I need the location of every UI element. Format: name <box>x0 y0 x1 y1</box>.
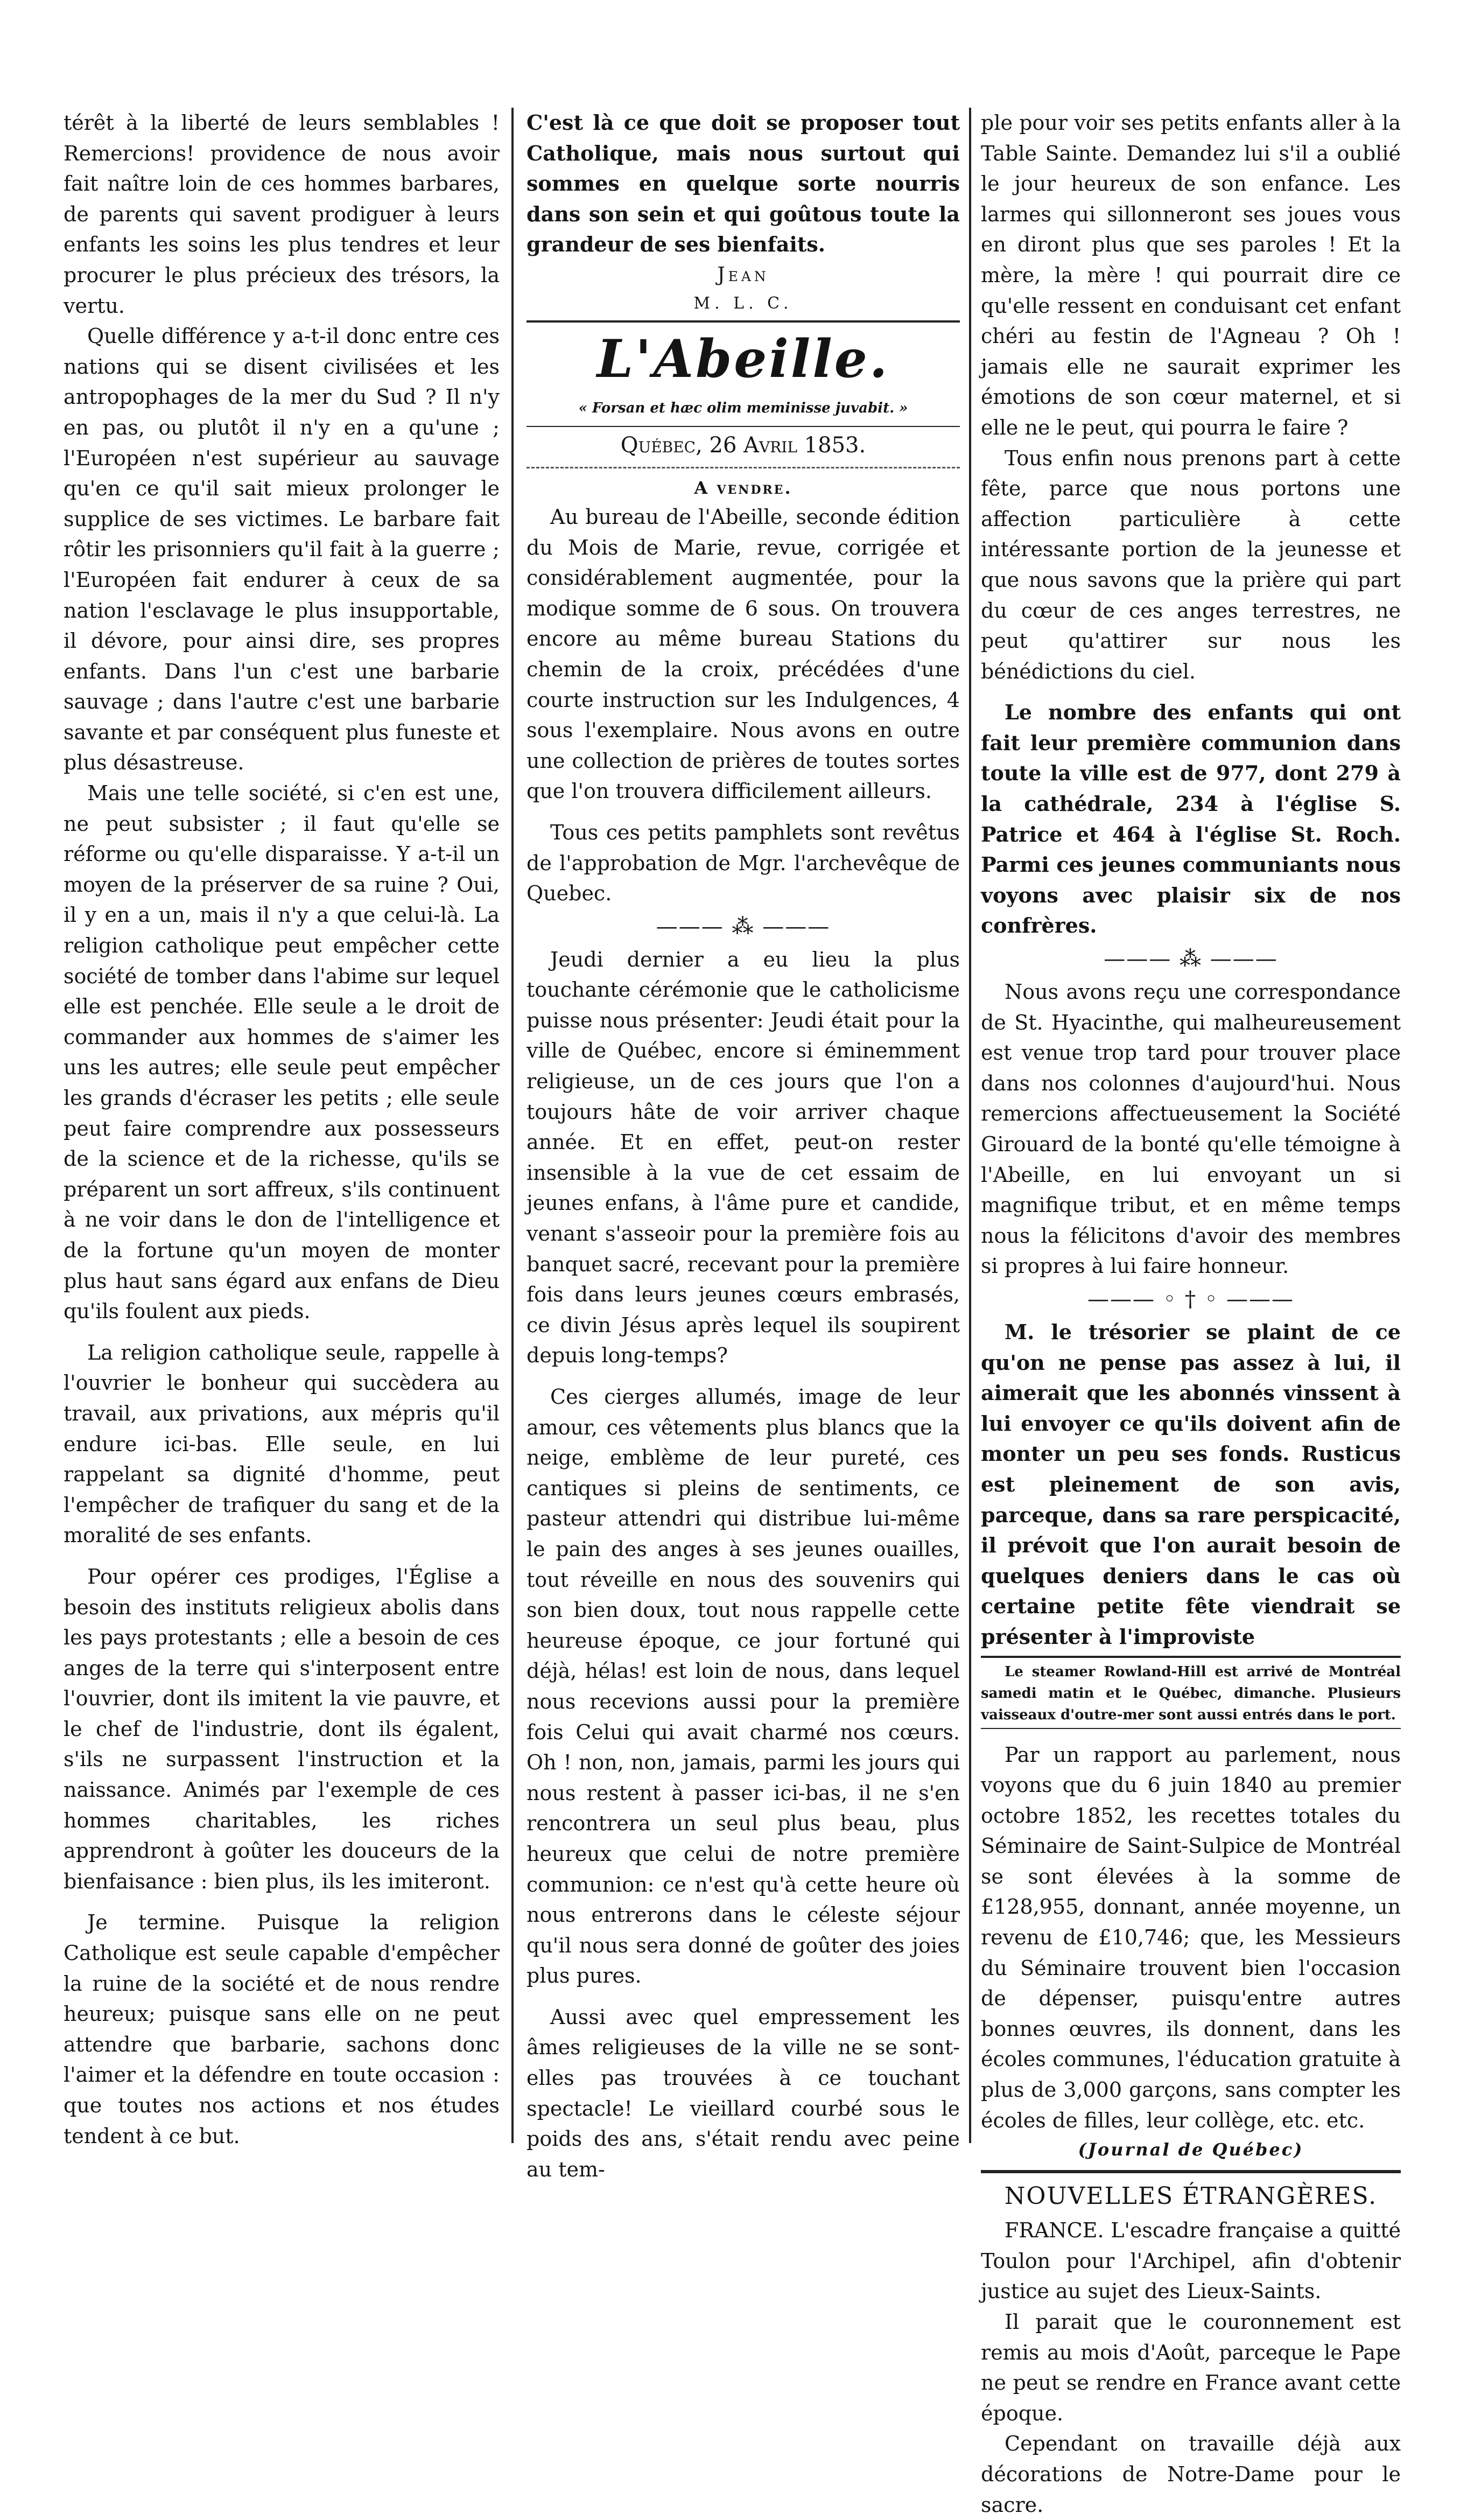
paragraph: térêt à la liberté de leurs semblables ! Remercions! providence de nous avoir fait naître loin de ces hommes barbares, de parents qui savent prodiguer à leurs enfants les soins les plus tendres et leur procurer le plus précieux des trésors, la vertu. <box>64 111 500 318</box>
column-2 <box>527 108 960 2185</box>
paragraph: ple pour voir ses petits enfants aller à la Table Sainte. Demandez lui s'il a oublié le jour heureux de son enfance. Les larmes qui sillonneront ses joues vous en diront plus que ses paroles ! Et la mère, la mère ! qui pourrait dire ce qu'elle ressent en conduisant cet enfant chéri au festin de l'Agneau ? Oh ! jamais elle ne saurait exprimer les émotions de son cœur maternel, et si elle ne le peut, qui pourra le faire ? <box>981 111 1401 439</box>
dateline: Québec, 26 Avril 1853. <box>620 432 866 458</box>
news-brief: Le steamer Rowland-Hill est arrivé de Montréal samedi matin et le Québec, dimanche. Plusieurs vaisseaux d'outre-mer sont aussi entrés dans le port. <box>981 1663 1401 1723</box>
paragraph: Nous avons reçu une correspondance de St. Hyacinthe, qui malheureusement est venue trop tard pour trouver place dans nos colonnes d'aujourd'hui. Nous remercions affectueusement la Société Girouard de la bonté qu'elle témoigne à l'Abeille, en lui envoyant un si magnifique tribut, et en même temps nous la félicitons d'avoir des membres si propres à lui faire honneur. <box>981 980 1401 1278</box>
column-divider <box>511 108 514 2143</box>
source-citation: (Journal de Québec) <box>1078 2139 1304 2160</box>
paragraph: Par un rapport au parlement, nous voyons que du 6 juin 1840 au premier octobre 1852, les recettes totales du Séminaire de Saint-Sulpice de Montréal se sont élevées à la somme de £128,955, donnant, année moyenne, un revenu de £10,746; que, les Messieurs du Séminaire trouvent bien l'occasion de dépenser, puisqu'entre autres bonnes œuvres, ils donnent, dans les écoles communes, l'éducation gratuite à plus de 3,000 garçons, sans compter les écoles de filles, leur collège, etc. etc. <box>981 1742 1401 2132</box>
paragraph: Le nombre des enfants qui ont fait leur première communion dans toute la ville est de 977, dont 279 à la cathédrale, 234 à l'église S. Patrice et 464 à l'église St. Roch. Parmi ces jeunes communiants nous voyons avec plaisir six de nos confrères. <box>981 700 1401 938</box>
paragraph: Pour opérer ces prodiges, l'Église a besoin des instituts religieux abolis dans les pays protestants ; elle a besoin de ces anges de la terre qui s'interposent entre l'ouvrier, dont ils imitent la vie pauvre, et le chef de l'industrie, dont ils égalent, s'ils ne surpassent l'instruction et la naissance. Animés par l'exemple de ces hommes charitables, les riches apprendront à goûter les douceurs de la bienfaisance : bien plus, ils les imiteront. <box>64 1564 500 1893</box>
column-1 <box>64 108 500 2151</box>
paragraph: FRANCE. L'escadre française a quitté Toulon pour l'Archipel, afin d'obtenir justice au sujet des Lieux-Saints. <box>981 2218 1401 2304</box>
divider <box>981 2170 1401 2173</box>
signature-initials: M. L. C. <box>693 293 793 313</box>
paragraph: M. le trésorier se plaint de ce qu'on ne pense pas assez à lui, il aimerait que les abonnés vinssent à lui envoyer ce qu'ils doivent afin de monter un peu ses fonds. Rusticus est pleinement de son avis, parceque, dans sa rare perspicacité, il prévoit que l'on aurait besoin de quelques deniers dans le cas où certaine petite fête viendrait se présenter à l'improviste <box>981 1319 1401 1649</box>
paragraph: C'est là ce que doit se proposer tout Catholique, mais nous surtout qui sommes en quelque sorte nourris dans son sein et qui goûtous toute la grandeur de ses bienfaits. <box>527 110 960 257</box>
paragraph: Mais une telle société, si c'en est une, ne peut subsister ; il faut qu'elle se réforme ou qu'elle disparaisse. Y a-t-il un moyen de la préserver de sa ruine ? Oui, il y en a un, mais il n'y a que celui-là. La religion catholique peut empêcher cette société de tomber dans l'abime sur lequel elle est penchée. Elle seule a le droit de commander aux hommes de s'aimer les uns les autres; elle seule peut empêcher les grands d'écraser les petits ; elle seule peut faire comprendre aux possesseurs de la science et de la richesse, qu'ils se préparent un sort affreux, s'ils continuent à ne voir dans le don de l'intelligence et de la fortune qu'un moyen de monter plus haut sans égard aux enfans de Dieu qu'ils foulent aux pieds. <box>64 781 500 1324</box>
ornament-divider: ——— ◦ † ◦ ——— <box>1087 1286 1295 1312</box>
paragraph: Tous ces petits pamphlets sont revêtus de l'approbation de Mgr. l'archevêque de Quebec. <box>527 820 960 906</box>
masthead-motto: « Forsan et hæc olim meminisse juvabit. » <box>578 400 908 416</box>
paragraph: Tous enfin nous prenons part à cette fête, parce que nous portons une affection particulière à cette intéressante portion de la jeunesse et que nous savons que la prière qui part du cœur de ces anges terrestres, ne peut qu'attirer sur nous les bénédictions du ciel. <box>981 446 1401 683</box>
paragraph: Il parait que le couronnement est remis au mois d'Août, parceque le Pape ne peut se rendre en France avant cette époque. <box>981 2310 1401 2425</box>
paragraph: Ces cierges allumés, image de leur amour, ces vêtements plus blancs que la neige, emblème de leur pureté, ces cantiques si pleins de sentiments, ce pasteur attendri qui distribue lui-même le pain des anges à ses jeunes ouailles, tout réveille en nous des souvenirs qui son bien doux, tout nous rappelle cette heureuse époque, ce jour fortuné qui déjà, hélas! est loin de nous, dans lequel nous recevions aussi pour la première fois Celui qui avait charmé nos cœurs. Oh ! non, non, jamais, parmi les jours qui nous restent à passer ici-bas, il ne s'en rencontrera un seul plus beau, plus heureux que celui de notre première communion: ce n'est qu'à cette heure où nous entrerons dans le céleste séjour qu'il nous sera donné de goûter des joies plus pures. <box>527 1385 960 1988</box>
divider <box>981 1656 1401 1658</box>
column-3 <box>981 108 1401 2520</box>
divider <box>527 426 960 427</box>
paragraph: Aussi avec quel empressement les âmes religieuses de la ville ne se sont-elles pas trouvées à ce touchant spectacle! Le vieillard courbé sous le poids des ans, s'était rendu avec peine au tem- <box>527 2005 960 2181</box>
dotted-divider <box>527 467 960 468</box>
ornament-divider: ——— ⁂ ——— <box>656 914 831 939</box>
masthead-title: L'Abeille. <box>596 328 890 389</box>
paragraph: Au bureau de l'Abeille, seconde édition du Mois de Marie, revue, corrigée et considérablement augmentée, pour la modique somme de 6 sous. On trouvera encore au même bureau Stations du chemin de la croix, précédées d'une courte instruction sur les Indulgences, 4 sous l'exemplaire. Nous avons en outre une collection de prières de toutes sortes que l'on trouvera difficilement ailleurs. <box>527 505 960 803</box>
notice-heading: A vendre. <box>694 477 792 498</box>
signature-name: Jean <box>717 263 769 286</box>
column-divider <box>969 108 971 2143</box>
ornament-divider: ——— ⁂ ——— <box>1104 947 1278 972</box>
divider <box>527 320 960 323</box>
divider <box>981 1728 1401 1729</box>
paragraph: Je termine. Puisque la religion Catholique est seule capable d'empêcher la ruine de la société et de nous rendre heureux; puisque sans elle on ne peut attendre que barbarie, sachons donc l'aimer et la défendre en toute occasion : que toutes nos actions et nos études tendent à ce but. <box>64 1910 500 2148</box>
paragraph: Cependant on travaille déjà aux décorations de Notre-Dame pour le sacre. <box>981 2432 1401 2517</box>
section-heading: NOUVELLES ÉTRANGÈRES. <box>1004 2182 1378 2210</box>
paragraph: Jeudi dernier a eu lieu la plus touchante cérémonie que le catholicisme puisse nous présenter: Jeudi était pour la ville de Québec, encore si éminemment religieuse, un de ces jours que l'on a toujours hâte de voir arriver chaque année. Et en effet, peut-on rester insensible à la vue de cet essaim de jeunes enfans, à l'âme pure et candide, venant s'asseoir pour la première fois au banquet sacré, recevant pour la première fois dans leurs jeunes cœurs embrasés, ce divin Jésus après lequel ils soupirent depuis long-temps? <box>527 947 960 1368</box>
paragraph: La religion catholique seule, rappelle à l'ouvrier le bonheur qui succèdera au travail, aux privations, aux mépris qu'il endure ici-bas. Elle seule, en lui rappelant sa dignité d'homme, peut l'empêcher de trafiquer du sang et de la moralité de ses enfants. <box>64 1340 500 1548</box>
paragraph: Quelle différence y a-t-il donc entre ces nations qui se disent civilisées et les antropophages de la mer du Sud ? Il n'y en pas, ou plutôt il n'y en a qu'une ; l'Européen n'est supérieur au sauvage qu'en ce qu'il sait mieux prolonger le supplice de ses victimes. Le barbare fait rôtir les prisonniers qu'il fait à la guerre ; l'Européen fait endurer à ceux de sa nation l'esclavage le plus insupportable, il dévore, pour ainsi dire, ses propres enfants. Dans l'un c'est une barbarie sauvage ; dans l'autre c'est une barbarie savante et par conséquent plus funeste et plus désastreuse. <box>64 324 500 775</box>
